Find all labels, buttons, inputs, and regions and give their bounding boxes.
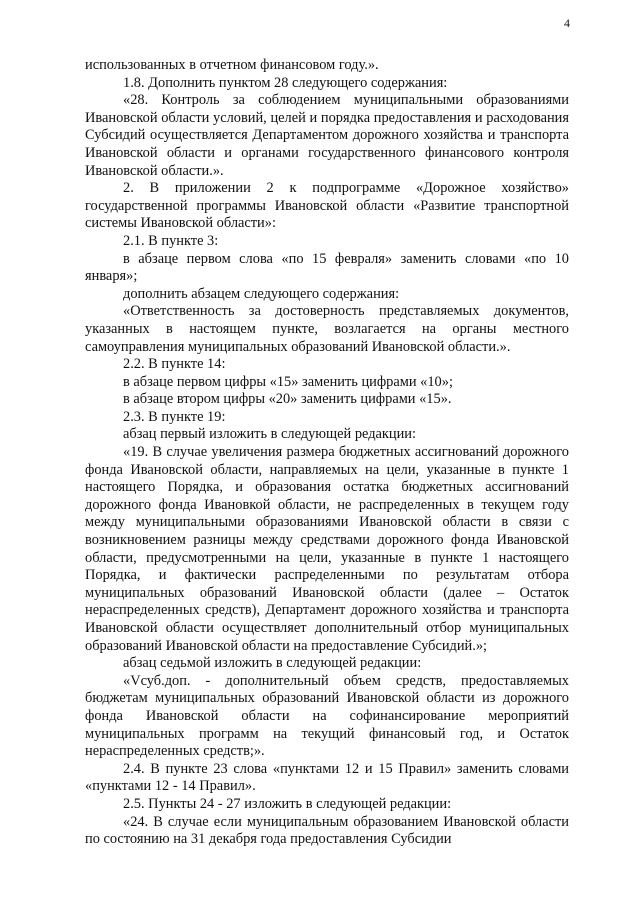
paragraph: «Vсуб.доп. - дополнительный объем средств, предоставляемых бюджетам муниципальных образований Ивановской области из дорожного фонда Ивановской области на софинансирование мероприятий муниципальных программ на текущий финансовый год, и Остаток нераспределенных средств;».	[85, 672, 569, 760]
paragraph: «28. Контроль за соблюдением муниципальными образованиями Ивановской области условий, целей и порядка предоставления и расходования Субсидий осуществляется Департаментом дорожного хозяйства и транспорта Ивановской области и органами государственного финансового контроля Ивановской области.».	[85, 92, 569, 179]
paragraph: в абзаце первом слова «по 15 февраля» заменить словами «по 10 января»;	[85, 250, 569, 285]
paragraph: использованных в отчетном финансовом году.».	[85, 57, 379, 73]
paragraph: 1.8. Дополнить пунктом 28 следующего содержания:	[123, 74, 448, 91]
paragraph: 2.1. В пункте 3:	[123, 232, 219, 249]
paragraph: 2.5. Пункты 24 - 27 изложить в следующей редакции:	[123, 795, 452, 812]
paragraph: 2.4. В пункте 23 слова «пунктами 12 и 15 Правил» заменить словами «пунктами 12 - 14 Правил».	[85, 760, 569, 795]
paragraph: 2.2. В пункте 14:	[123, 356, 226, 373]
paragraph: «Ответственность за достоверность представляемых документов, указанных в настоящем пункте, возлагается на органы местного самоуправления муниципальных образований Ивановской области.».	[85, 303, 569, 355]
paragraph: абзац первый изложить в следующей редакции:	[123, 426, 417, 443]
paragraph: «19. В случае увеличения размера бюджетных ассигнований дорожного фонда Ивановской области, направляемых на цели, указанные в пункте 1 настоящего Порядка, и образования остатка бюджетных ассигнований дорожного фонда Ивановкой области, не распределенных в текущем году между муниципальными образованиями Ивановской области в связи с возникновением разницы между средствами дорожного фонда Ивановской области, предусмотренными на цели, указанные в пункте 1 настоящего Порядка, и фактически распределенными по результатам отбора муниципальных образований Ивановской области (далее – Остаток нераспределенных средств), Департамент дорожного хозяйства и транспорта Ивановской области осуществляет дополнительный отбор муниципальных образований Ивановской области на предоставление Субсидий.»;	[85, 444, 569, 654]
paragraph: дополнить абзацем следующего содержания:	[123, 285, 400, 302]
page-number: 4	[564, 16, 570, 30]
document-body	[85, 57, 569, 849]
paragraph: в абзаце первом цифры «15» заменить цифрами «10»;	[123, 373, 453, 390]
paragraph: абзац седьмой изложить в следующей редакции:	[123, 655, 422, 672]
paragraph: 2. В приложении 2 к подпрограмме «Дорожное хозяйство» государственной программы Ивановской области «Развитие транспортной системы Ивановской области»:	[85, 180, 569, 232]
paragraph: в абзаце втором цифры «20» заменить цифрами «15».	[123, 391, 452, 408]
paragraph: «24. В случае если муниципальным образованием Ивановской области по состоянию на 31 декабря года предоставления Субсидии	[85, 813, 569, 848]
paragraph: 2.3. В пункте 19:	[123, 408, 226, 425]
